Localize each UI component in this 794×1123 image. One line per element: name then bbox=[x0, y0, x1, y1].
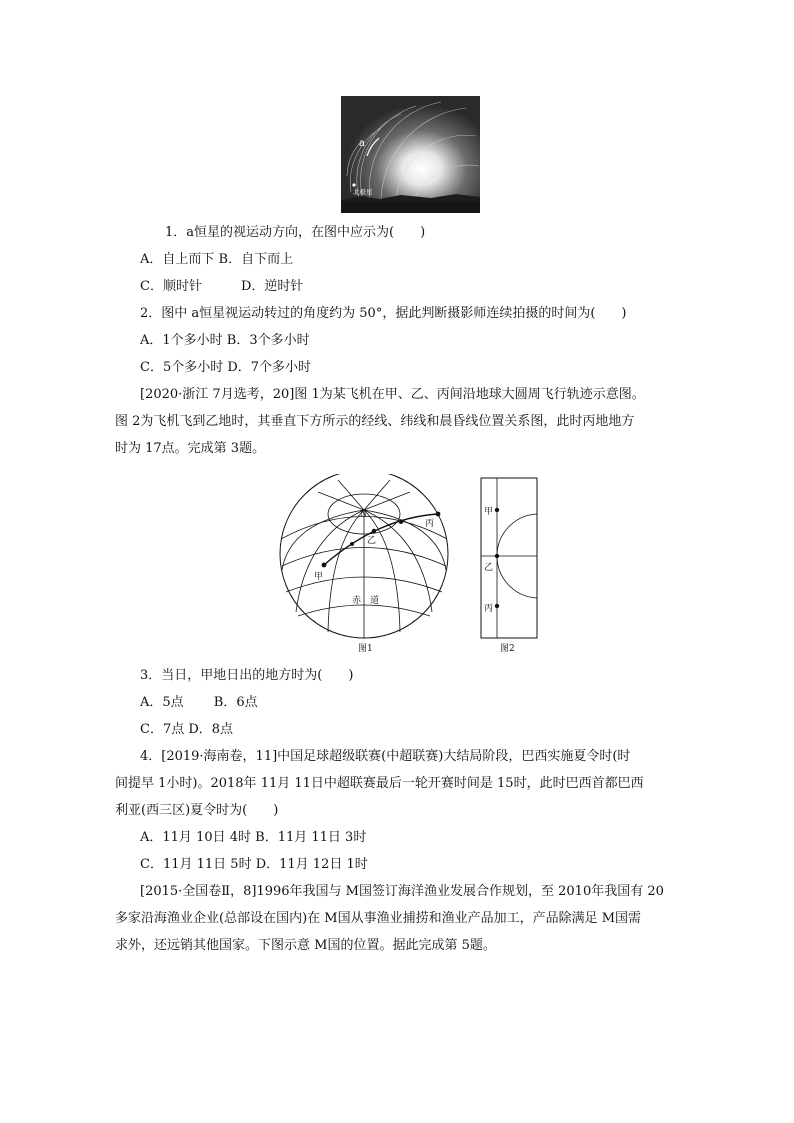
q4-line2: 间提早 1小时)。2018年 11月 11日中超联赛最后一轮开赛时间是 15时，此时巴西首都巴西 bbox=[115, 776, 644, 791]
label-a: a bbox=[359, 138, 365, 149]
figure-2-lines bbox=[478, 474, 540, 656]
q2-options-ab: A．1个多小时 B．3个多小时 bbox=[140, 333, 310, 348]
star-trail-photo bbox=[341, 96, 480, 213]
fig1-label-bing: 丙 bbox=[425, 519, 435, 529]
q4-options-cd: C．11月 11日 5时 D．11月 12日 1时 bbox=[140, 857, 368, 872]
fig1-label-yi: 乙 bbox=[367, 536, 377, 546]
label-polaris: 北极星 bbox=[353, 188, 373, 196]
fig1-label-equator: 赤 道 bbox=[352, 596, 380, 606]
q3-options-ab: A．5点 B．6点 bbox=[140, 695, 258, 710]
passage3-line3: 时为 17点。完成第 3题。 bbox=[115, 441, 266, 456]
fig2-label-jia: 甲 bbox=[484, 507, 494, 517]
fig2-label-bing: 丙 bbox=[484, 604, 494, 614]
q4-options-ab: A．11月 10日 4时 B．11月 11日 3时 bbox=[140, 830, 367, 845]
q2-stem: 2．图中 a恒星视运动转过的角度约为 50°，据此判断摄影师连续拍摄的时间为( ) bbox=[140, 306, 627, 321]
passage5-line1: [2015·全国卷Ⅱ，8]1996年我国与 M国签订海洋渔业发展合作规划，至 2010年我国有 20 bbox=[140, 884, 664, 899]
flight-path bbox=[324, 514, 438, 565]
fig1-caption: 图1 bbox=[358, 644, 373, 654]
q4-line1: 4．[2019·海南卷，11]中国足球超级联赛(中超联赛)大结局阶段，巴西实施夏令时(时 bbox=[140, 749, 631, 764]
passage5-line3: 求外，还远销其他国家。下图示意 M国的位置。据此完成第 5题。 bbox=[115, 938, 496, 953]
fig1-label-jia: 甲 bbox=[314, 572, 324, 582]
figure-1-globe bbox=[278, 474, 450, 656]
q1-options-cd: C．顺时针 D．逆时针 bbox=[140, 279, 304, 294]
fig2-caption: 图2 bbox=[500, 644, 515, 654]
passage3-line1: [2020·浙江 7月选考，20]图 1为某飞机在甲、乙、丙间沿地球大圆周飞行轨迹示意图。 bbox=[140, 387, 645, 402]
passage3-line2: 图 2为飞机飞到乙地时，其垂直下方所示的经线、纬线和晨昏线位置关系图，此时丙地地方 bbox=[115, 414, 635, 429]
passage5-line2: 多家沿海渔业企业(总部设在国内)在 M国从事渔业捕捞和渔业产品加工，产品除满足 M国需 bbox=[115, 911, 642, 926]
q2-options-cd: C．5个多小时 D．7个多小时 bbox=[140, 360, 312, 375]
q3-options-cd: C．7点 D．8点 bbox=[140, 722, 234, 737]
q1-stem: 1．a恒星的视运动方向，在图中应示为( ) bbox=[165, 225, 426, 240]
fig2-label-yi: 乙 bbox=[484, 563, 494, 573]
q1-options-ab: A．自上而下 B．自下而上 bbox=[140, 252, 294, 267]
polaris-dot bbox=[352, 183, 355, 186]
fig1-label-n: N bbox=[360, 509, 367, 518]
q3-stem: 3．当日，甲地日出的地方时为( ) bbox=[140, 668, 354, 683]
q4-line3: 利亚(西三区)夏令时为( ) bbox=[115, 803, 279, 818]
